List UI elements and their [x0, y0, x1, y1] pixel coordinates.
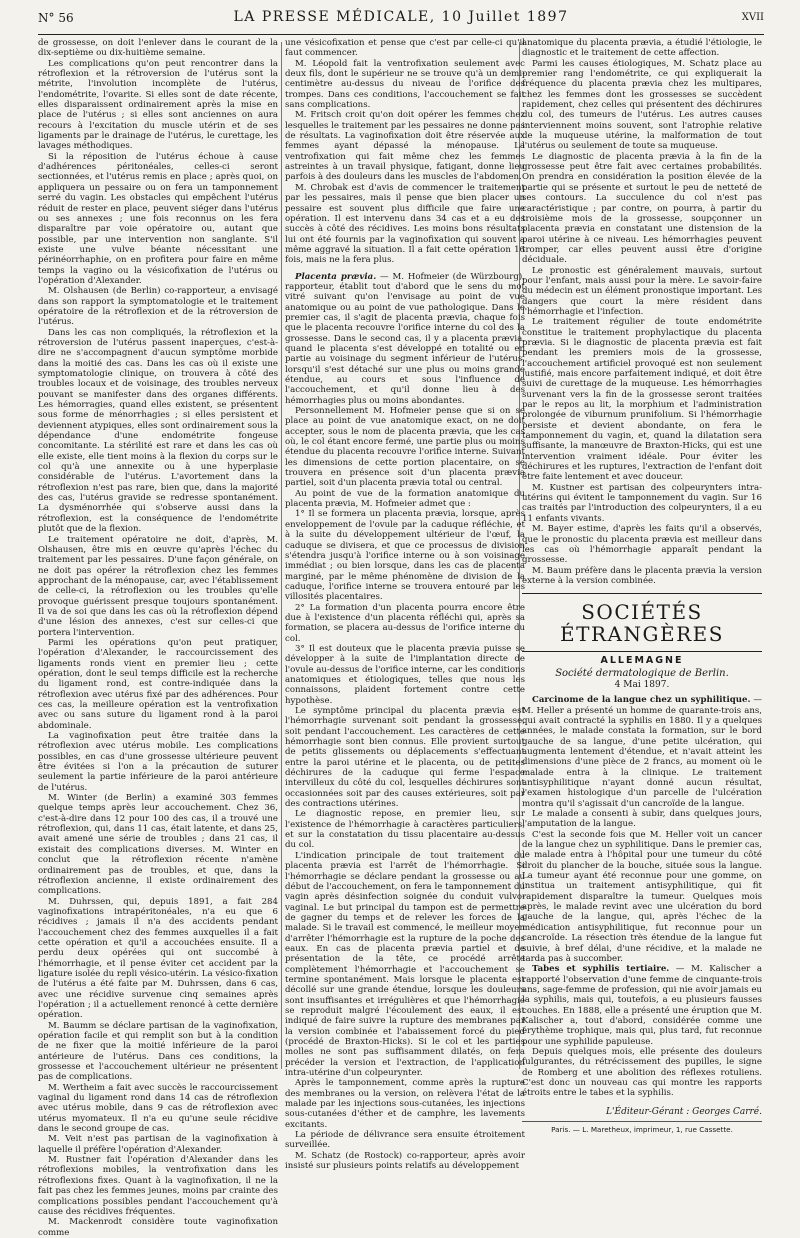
paragraph: — M. Heller a présenté un homme de quarante-trois ans, qui avait contracté la syphilis en 1880. Il y a quelques années, le malade constata la formation, sur le bord gauche de sa langue, d'une petite ulcération, qui augmenta lentement d'étendue, et n'avait atteint les dimensions d'une pièce de 2 francs, au moment où le malade entra à la clinique. Le traitement antisyphilitique n'ayant donné aucun résultat, l'examen histologique d'un parcelle de l'ulcération montra qu'il s'agissait d'un cancroïde de la langue. [522, 695, 763, 809]
paragraph: M. Kustner est partisan des colpeurynters intra-utérins qui évitent le tamponnement du vagin. Sur 16 cas traités par l'introduction des colpeurynters, il a eu 11 enfants vivants. [522, 482, 762, 524]
paragraph: L'indication principale de tout traitement du placenta prævia est l'arrêt de l'hémorrhagie. Si l'hémorrhagie se déclare pendant la grossesse ou au début de l'accouchement, on fera le tamponnement du vagin après désinfection soignée du conduit vulvo-vaginal. Le but principal du tampon est de permettre de gagner du temps et de relever les forces de la malade. Si le travail est commencé, le meilleur moyen d'arrêter l'hémorrhagie est la rupture de la poche des eaux. En cas de placenta prævia partiel et de présentation de la tête, ce procédé arrête complètement l'hémorrhagie et l'accouchement se termine spontanément. Mais lorsque le placenta est décollé sur une grande étendue, lorsque les douleurs sont insuffisantes et irrégulières et que l'hémorrhagie se reproduit malgré l'écoulement des eaux, il est indiqué de faire suivre la rupture des membranes par la version combinée et l'abaissement forcé du pied (procédé de Braxton-Hicks). Si le col et les parties molles ne sont pas suffisamment dilatés, on fera précéder la version et l'extraction, de l'application intra-utérine d'un colpeurynter. [285, 850, 525, 1079]
paragraph: Le traitement opératoire ne doit, d'après, M. Olshausen, être mis en œuvre qu'après l'échec du traitement par les pessaires. D'une façon générale, on ne doit pas opérer la rétroflexion chez les femmes approchant de la ménopause, car, avec l'établissement de celle-ci, la rétroflexion ou les troubles qu'elle provoque guérissent presque toujours spontanément. Il va de soi que dans les cas où la rétroflexion dépend d'une lésion des annexes, c'est sur celles-ci que portera l'intervention. [38, 534, 278, 638]
paragraph: Le symptôme principal du placenta prævia est l'hémorrhagie survenant soit pendant la grossesse, soit pendant l'accouchement. Les caractères de cette hémorrhagie sont bien connus. Elle provient surtout de petits glissements ou déplacements s'effectuant entre la paroi utérine et le placenta, ou de petites déchirures de la caduque qui ferme l'espace intervilleux du côté du col, lesquelles déchirures sont occasionnées soit par des causes extérieures, soit par des contractions utérines. [285, 706, 525, 810]
society-name: Société dermatologique de Berlin. [555, 667, 729, 679]
column-divider [281, 42, 282, 1069]
paragraph: M. Bayer estime, d'après les faits qu'il a observés, que le pronostic du placenta prævia est meilleur dans les cas où l'hémorrhagie apparaît pendant la grossesse. [522, 524, 762, 566]
section-paragraph-tabes [522, 964, 762, 1047]
section-heading-placenta: Placenta prævia. [295, 271, 377, 282]
paragraph: C'est la seconde fois que M. Heller voit un cancer de la langue chez un syphilitique. Dans le premier cas, le malade entra à l'hôpital pour une tumeur du côté droit du plancher de la bouche, située sous la langue. La tumeur ayant été reconnue pour une gomme, on institua un traitement antisyphilitique, qui fit rapidement disparaître la tumeur. Quelques mois après, le malade revint avec une ulcération du bord gauche de la langue, qui, après l'échec de la médication antisyphilitique, fut reconnue pour un cancroïde. La résection très étendue de la langue fut suivie, à bref délai, d'une récidive, et la malade ne tarda pas à succomber. [522, 829, 762, 964]
paragraph: M. Léopold fait la ventrofixation seulement avec deux fils, dont le supérieur ne se trouve qu'à un demi-centimètre au-dessus du niveau de l'orifice des trompes. Dans ces conditions, l'accouchement se fait sans complications. [285, 58, 525, 111]
column-left [38, 38, 278, 1238]
paragraph: La vaginofixation peut être traitée dans la rétroflexion avec utérus mobile. Les complications possibles, en cas d'une grossesse ultérieure peuvent être évitées si l'on a la précaution de suturer seulement la partie inférieure de la paroi antérieure de l'utérus. [38, 731, 278, 793]
journal-title: LA PRESSE MÉDICALE, 10 Juillet 1897 [233, 9, 569, 25]
paragraph: La période de délivrance sera ensuite étroitement surveillée. [285, 1130, 525, 1151]
paragraph: Le diagnostic de placenta prævia à la fin de la grossesse peut être fait avec certaines probabilités. On prendra en considération la position élevée de la partie qui se présente et surtout le peu de netteté de ses contours. La succulence du col n'est pas caractéristique ; par contre, on pourra, à partir du troisième mois de la grossesse, soupçonner un placenta prævia en constatant une distension de la paroi utérine à ce niveau. Les hémorrhagies peuvent tromper, car elles peuvent aussi être d'origine déciduale. [522, 151, 762, 266]
paragraph: Depuis quelques mois, elle présente des douleurs fulgurantes, du rétrécissement des pupilles, le signe de Romberg et une abolition des réflexes rotuliens. C'est donc un nouveau cas qui montre les rapports étroits entre le tabes et la syphilis. [522, 1046, 762, 1099]
paragraph: anatomique du placenta prævia, a étudié l'étiologie, le diagnostic et le traitement de cette affection. [522, 38, 762, 59]
paragraph: M. Wertheim a fait avec succès le raccourcissement vaginal du ligament rond dans 14 cas de rétroflexion avec utérus mobile, dans 9 cas de rétroflexion avec utérus myomateux. Il n'a eu qu'une seule récidive dans le second groupe de cas. [38, 1082, 278, 1135]
paragraph: M. Winter (de Berlin) a examiné 303 femmes quelque temps après leur accouchement. Chez 36, c'est-à-dire dans 12 pour 100 des cas, il a trouvé une rétroflexion, qui, dans 11 cas, était latente, et dans 25, avait amené une série de troubles ; dans 21 cas, il existait des complications diverses. M. Winter en conclut que la rétroflexion récente n'amène ordinairement pas de troubles, et que, dans la rétroflexion ancienne, il existe ordinairement des complications. [38, 793, 278, 897]
paragraph: M. Chrobak est d'avis de commencer le traitement par les pessaires, mais il pense que bien placer un pessaire est souvent plus difficile que faire une opération. Il est intervenu dans 34 cas et a eu des succès à côté des récidives. Les moins bons résultats lui ont été fournis par la vaginofixation qui souvent a même aggravé la situation. Il a fait cette opération 16 fois, mais ne la fera plus. [285, 182, 525, 266]
section-heading-tabes: Tabes et syphilis tertiaire. [532, 964, 670, 975]
issue-number: N° 56 [38, 11, 74, 25]
paragraph: — M. Kalischer a rapporté l'observation d'une femme de cinquante-trois ans, sage-femme de profession, qui nie avoir jamais eu la syphilis, mais qui, toutefois, a eu plusieurs fausses couches. En 1888, elle a présenté une éruption que M. Kalischer a, tout d'abord, considérée comme une érythème trophique, mais qui, plus tard, fut reconnue pour une syphilide papuleuse. [522, 964, 763, 1047]
paragraph: Après le tamponnement, comme après la rupture des membranes ou la version, on relèvera l'état de la malade par les injections sous-cutanées, les injections sous-cutanées d'éther et de camphre, les lavements excitants. [285, 1078, 525, 1130]
meeting-date: 4 Mai 1897. [614, 679, 670, 690]
paragraph: Dans les cas non compliqués, la rétroflexion et la rétroversion de l'utérus passent inaperçues, c'est-à-dire ne s'accompagnent d'aucun symptôme morbide dans la moitié des cas. Dans les cas où il existe une symptomatologie clinique, on trouvera à côté des troubles locaux et de voisinage, des troubles nerveux pouvant se manifester dans des organes différents. Les hémorragies, quand elles existent, se présentent sous forme de ménorrhagies ; si elles persistent et deviennent atypiques, elles sont ordinairement sous la dépendance d'une endométrite fongeuse concomitante. La stérilité est rare et dans les cas où elle existe, elle tient moins à la flexion du corps sur le col qu'à une annexite ou à une hyperplasie considérable de l'utérus. L'avortement dans la rétroflexion n'est pas rare, bien que, dans la majorité des cas, l'utérus gravide se redresse spontanément. La dysménorrhée qui s'observe aussi dans la rétroflexion, est la conséquence de l'endométrite plutôt que de la flexion. [38, 327, 278, 535]
article-columns [38, 38, 764, 1238]
paragraph: M. Duhrssen, qui, depuis 1891, a fait 284 vaginofixations intrapéritonéales, n'a eu que 6 récidives ; jamais il n'a des accidents pendant l'accouchement chez des femmes auxquelles il a fait cette opération et qu'il a accouchées ensuite. Il a perdu deux opérées qui ont succombé à l'hémorrhagie, et il pense éviter cet accident par la ligature isolée du repli vésico-utérin. La vésico-fixation de l'utérus a été faite par M. Duhrssen, dans 6 cas, avec une récidive survenue cinq semaines après l'opération ; il a actuellement renoncé à cette dernière opération. [38, 896, 278, 1021]
paragraph: Le traitement régulier de toute endométrite constitue le traitement prophylactique du placenta prævia. Si le diagnostic de placenta prævia est fait pendant les premiers mois de la grossesse, l'accouchement artificiel provoqué est non seulement justifié, mais encore parfaitement indiqué, et doit être suivi de curettage de la muqueuse. Les hémorrhagies survenant vers la fin de la grossesse seront traitées par le repos au lit, la morphium et l'administration prolongée de viburnum prunifolium. Si l'hémorrhagie persiste et devient abondante, on fera le tamponnement du vagin, et, quand la dilatation sera suffisante, la manœuvre de Braxton-Hicks, qui est une intervention vraiment idéale. Pour éviter les déchirures et les ruptures, l'extraction de l'enfant doit être faite lentement et avec douceur. [522, 317, 762, 483]
paragraph: M. Mackenrodt considère toute vaginofixation comme [38, 1217, 278, 1238]
paragraph: Parmi les opérations qu'on peut pratiquer, l'opération d'Alexander, le raccourcissement des ligaments ronds vient en premier lieu ; cette opération, dont le seul temps difficile est la recherche du ligament rond, est contre-indiquée dans la rétroflexion avec utérus fixé par des adhérences. Pour ces cas, la meilleure opération est la ventrofixation avec ou sans suture du ligament rond à la paroi abdominale. [38, 637, 278, 731]
paragraph: rapporteur, établit tout d'abord que le sens du mot vitré suivant qu'on l'envisage au point de vue anatomique ou au point de vue pathologique. Dans le premier cas, il s'agit de placenta prævia, chaque fois que le placenta recouvre l'orifice interne du col des la grossesse. Dans le second cas, il y a placenta prævia, quand le placenta s'est développé en totalité ou en partie au voisinage du segment inférieur de l'utérus, lorsqu'il s'est détaché sur une plus ou moins grande étendue, au cours et sous l'influence de l'accouchement, et qu'il donne lieu à des hémorrhagies plus ou moins abondantes. [285, 281, 525, 406]
paragraph: Personnellement M. Hofmeier pense que si on se place au point de vue anatomique exact, on ne doit accepter, sous le nom de placenta prævia, que les cas où, le col étant encore fermé, une partie plus ou moins étendue du placenta recouvre l'orifice interne. Suivant les dimensions de cette portion placentaire, on se trouvera en présence soit d'un placenta prævia partiel, soit d'un placenta prævia total ou central. [285, 406, 525, 489]
paragraph: M. Olshausen (de Berlin) co-rapporteur, a envisagé dans son rapport la symptomatologie et le traitement opératoire de la rétroflexion et de la rétroversion de l'utérus. [38, 286, 278, 328]
column-middle [285, 38, 525, 1172]
paragraph: Si la réposition de l'utérus échoue à cause d'adhérences péritonéales, celles-ci seront sectionnées, et l'utérus remis en place ; après quoi, on appliquera un pessaire ou on fera un tamponnement serré du vagin. Les obstacles qui empêchent l'utérus réduit de rester en place, peuvent siéger dans l'utérus ou ses annexes ; une fois reconnus on les fera disparaître par voie opératoire ou, autant que possible, par une intervention non sanglante. S'il existe une vulve béante nécessitant une périnéorrhaphie, on en profitera pour faire en même temps la vagino ou la vésicofixation de l'utérus ou l'opération d'Alexander. [38, 151, 278, 286]
paragraph: M. Schatz (de Rostock) co-rapporteur, après avoir insisté sur plusieurs points relatifs au développement [285, 1150, 525, 1172]
page-header [38, 8, 764, 35]
printer-line: Paris. — L. Maretheux, imprimeur, 1, rue Cassette. [522, 1121, 762, 1135]
paragraph: M. Veit n'est pas partisan de la vaginofixation à laquelle il préfère l'opération d'Alexander. [38, 1134, 278, 1155]
page-number: XVII [741, 12, 764, 23]
editor-line: L'Éditeur-Gérant : Georges Carré. [606, 1106, 762, 1117]
section-paragraph-carcinome [522, 695, 762, 809]
paragraph: Parmi les causes étiologiques, M. Schatz place au premier rang l'endométrite, ce qui expliquerait la fréquence du placenta prævia chez les multipares, chez les femmes dont les grossesses se succèdent rapidement, chez celles qui présentent des déchirures du col, des tumeurs de l'utérus. Les autres causes interviennent moins souvent, sont l'atrophie relative de la muqueuse utérine, la malformation de tout l'utérus ou seulement de toute sa muqueuse. [522, 58, 762, 152]
paragraph: Le pronostic est généralement mauvais, surtout pour l'enfant, mais aussi pour la mère. Le savoir-faire du médecin est un élément pronostique important. Les dangers que court la mère résident dans l'hémorrhagie et l'infection. [522, 265, 762, 317]
paragraph: M. Rustner fait l'opération d'Alexander dans les rétroflexions mobiles, la ventrofixation dans les rétroflexions fixes. Quant à la vaginofixation, il ne la fait pas chez les femmes jeunes, moins par crainte des complications possibles pendant l'accouchement qu'à cause des récidives fréquentes. [38, 1155, 278, 1217]
paragraph: 2° La formation d'un placenta pourra encore être due à l'existence d'un placenta réfléchi qui, après sa formation, se placera au-dessus de l'orifice interne du col. [285, 602, 525, 644]
paragraph: M. Baumm se déclare partisan de la vaginofixation, opération facile et qui remplit son but à la condition de ne fixer que la moitié inférieure de la paroi antérieure de l'utérus. Dans ces conditions, la grossesse et l'accouchement ultérieur ne présentent pas de complications. [38, 1020, 278, 1083]
paragraph: M. Fritsch croit qu'on doit opérer les femmes chez lesquelles le traitement par les pessaires ne donne pas de résultats. La vaginofixation doit être réservée aux femmes ayant dépassé la ménopause. La ventrofixation qui fait même chez les femmes astreintes à un travail physique, fatigant, donne lieu parfois à des douleurs dans les muscles de l'abdomen. [285, 110, 525, 183]
paragraph: une vésicofixation et pense que c'est par celle-ci qu'il faut commencer. [285, 38, 525, 59]
section-title-societes: SOCIÉTÉS ÉTRANGÈRES [522, 593, 762, 652]
paragraph: — M. Hofmeier (de Würzbourg), [376, 271, 525, 282]
paragraph: Le diagnostic repose, en premier lieu, sur l'existence de l'hémorrhagie à caractères particuliers, et sur la constatation du tissu placentaire au-dessus du col. [285, 809, 525, 851]
section-paragraph-placenta [285, 272, 525, 406]
paragraph: de grossesse, on doit l'enlever dans le courant de la dix-septième ou dix-huitième semaine. [38, 38, 278, 59]
column-right [522, 38, 763, 1134]
section-heading-carcinome: Carcinome de la langue chez un syphilitique. [532, 695, 751, 706]
paragraph: Au point de vue de la formation anatomique du placenta prævia, M. Hofmeier admet que : [285, 488, 525, 510]
paragraph: 3° Il est douteux que le placenta prævia puisse se développer à la suite de l'implantation directe de l'ovule au-dessus de l'orifice interne, car les conditions anatomiques et étiologiques, telles que nous les connaissons, plaident fortement contre cette hypothèse. [285, 643, 525, 706]
paragraph: Le malade a consenti à subir, dans quelques jours, l'amputation de la langue. [522, 809, 762, 830]
section-country: ALLEMAGNE [600, 655, 684, 667]
paragraph: Les complications qu'on peut rencontrer dans la rétroflexion et la rétroversion de l'utérus sont la métrite, l'involution incomplète de l'utérus, l'endométrite, l'ovarite. Si elles sont de date récente, elles disparaissent ordinairement après la mise en place de l'utérus ; si elles sont anciennes on aura recours à l'excitation du muscle utérin et de ses ligaments par le drainage de l'utérus, le curettage, les lavages méthodiques. [38, 58, 278, 152]
paragraph: 1° Il se formera un placenta prævia, lorsque, après enveloppement de l'ovule par la caduque réfléchie, et à la suite du développement ultérieur de l'œuf, la caduque se divisera, et que ce processus de division s'étendra jusqu'à l'orifice interne ou à son voisinage immédiat ; ou bien lorsque, dans les cas de placenta marginé, par le même phénomène de division de la caduque, l'orifice interne se trouvera entouré par les villosités placentaires. [285, 509, 525, 603]
paragraph: M. Baum préfère dans le placenta prævia la version externe à la version combinée. [522, 565, 762, 586]
